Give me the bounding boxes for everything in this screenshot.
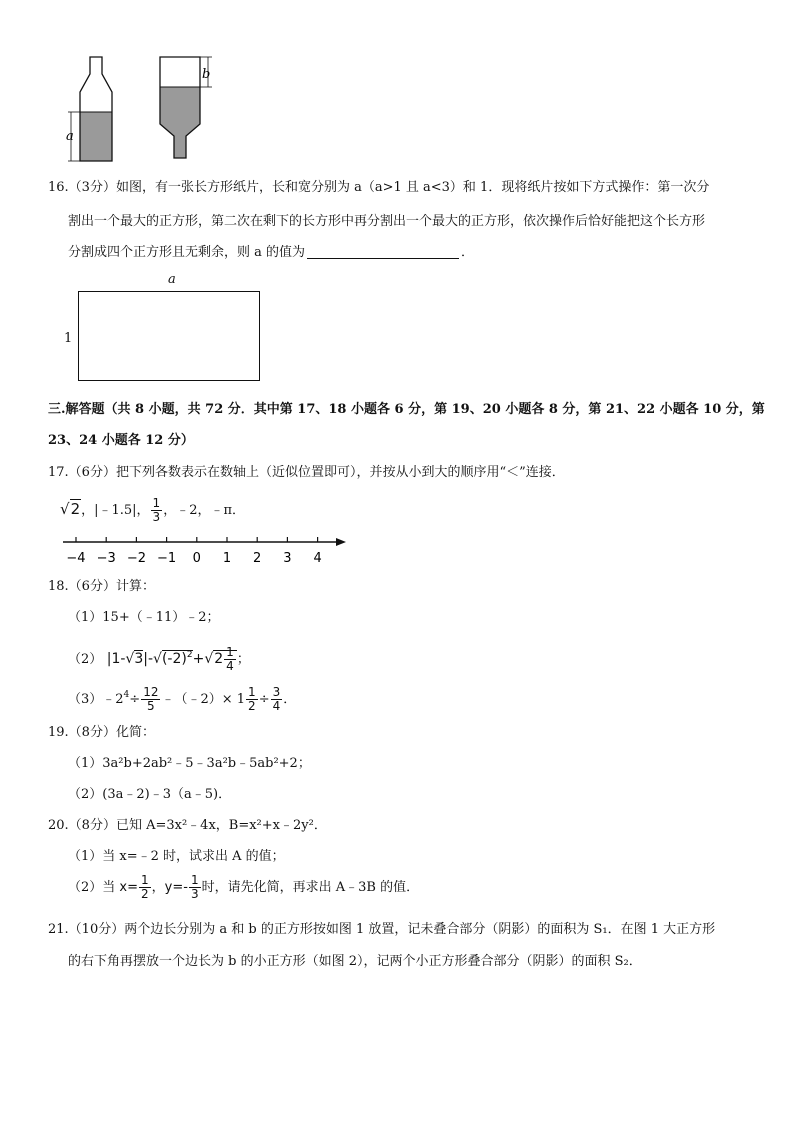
q18-p3-label: （3）﹣2 [68, 692, 124, 707]
q18-p3-div2: ÷ [258, 692, 270, 707]
q18-p2-a: |1- [106, 651, 126, 667]
q16-line1: 16.（3分）如图，有一张长方形纸片，长和宽分别为 a（a>1 且 a<3）和 1．现将纸片按如下方式操作：第一次分 [48, 180, 710, 195]
q17-stem: 17.（6分）把下列各数表示在数轴上（近似位置即可），并按从小到大的顺序用“＜”连接． [48, 465, 565, 480]
q18-p3-frac3: $\frac{3}{4}$ [272, 685, 281, 713]
q18-p2-radicand: $(-2)^2$ [161, 650, 193, 667]
q20-part2 [68, 872, 419, 904]
q18-p2-end: ； [236, 652, 250, 667]
axis-tick-label: −2 [126, 551, 146, 566]
q18-part1: （1）15+（﹣11）﹣2； [68, 610, 220, 625]
rectangle-figure [78, 291, 260, 381]
q18-p3-mid: ﹣（﹣2）× 1 [161, 692, 246, 707]
q18-p3-div: ÷ [129, 692, 141, 707]
q20-part1: （1）当 x=﹣2 时，试求出 A 的值； [68, 849, 285, 864]
q19-part1: （1）3a²b+2ab²﹣5﹣3a²b﹣5ab²+2； [68, 756, 311, 771]
q20-stem: 20.（8分）已知 A=3x²﹣4x，B=x²+x﹣2y²． [48, 818, 327, 833]
q18-p2-sqrt3: 3 [134, 651, 144, 667]
q20-p2-y: y=- [164, 880, 188, 895]
q18-p2-label: （2） [68, 652, 103, 667]
bottle-figure [60, 52, 220, 167]
q20-p2-yfrac: $\frac{1}{3}$ [190, 873, 199, 901]
q18-p2-plus: + [192, 651, 205, 667]
section3-heading-line1: 三.解答题（共 8 小题，共 72 分．其中第 17、18 小题各 6 分，第 19、20 小题各 8 分，第 21、22 小题各 10 分，第 [48, 402, 765, 417]
axis-tick-label: 1 [222, 551, 232, 566]
axis-tick-label: 3 [283, 551, 292, 566]
q18-p3-end: ． [283, 692, 297, 707]
q17-numbers [60, 494, 245, 524]
label-a-bottle: a [66, 129, 74, 144]
q18-p2-b: |- [143, 651, 154, 667]
q18-p3-frac1: $\frac{12}{5}$ [143, 685, 159, 713]
axis-tick-label: 0 [192, 551, 201, 566]
q18-p3-frac2: $\frac{1}{2}$ [248, 685, 256, 713]
section3-heading-line2: 23、24 小题各 12 分） [48, 433, 194, 448]
q16-line3 [68, 244, 474, 262]
q21-line2: 的右下角再摆放一个边长为 b 的小正方形（如图 2），记两个小正方形叠合部分（阴影）的面积 S₂． [68, 954, 642, 969]
q20-p2-xfrac: $\frac{1}{2}$ [141, 873, 149, 901]
answer-blank [307, 244, 459, 259]
axis-tick-label: −1 [157, 551, 177, 566]
q20-p2-pre: （2）当 [68, 880, 116, 895]
q16-line2: 割出一个最大的正方形，第二次在剩下的长方形中再分割出一个最大的正方形，依次操作后恰好能把这个长方形 [68, 214, 706, 229]
q21-line1: 21.（10分）两个边长分别为 a 和 b 的正方形按如图 1 放置，记未叠合部分（阴影）的面积为 S₁．在图 1 大正方形 [48, 922, 716, 937]
q20-p2-x: x= [119, 880, 139, 895]
q16-line3-end: ． [461, 245, 475, 260]
rect-label-1: 1 [64, 331, 73, 346]
q18-part3 [68, 679, 296, 711]
q18-p2-mixed: 2 $\frac{1}{4}$ [213, 650, 237, 667]
q18-part2: （2） $|1-√3|-√(-2)^2+√2$ $\frac{1}{4}$ ； [68, 644, 250, 673]
q16-line3-text: 分割成四个正方形且无剩余，则 a 的值为 [68, 245, 306, 260]
number-line [60, 532, 350, 568]
fraction-one-third: $\frac{1}{3}$ [152, 496, 161, 524]
q20-p2-sep: ， [151, 880, 165, 895]
axis-tick-label: −3 [96, 551, 116, 566]
q19-part2: （2）(3a﹣2)﹣3（a﹣5)． [68, 787, 232, 802]
axis-tick-label: −4 [66, 551, 86, 566]
q17-nums-b: ，﹣2，﹣π． [163, 503, 246, 518]
axis-tick-label: 4 [313, 551, 322, 566]
q18-p3-exp: 4 [123, 690, 130, 700]
rect-label-a: a [168, 272, 176, 287]
left-bottle [68, 57, 112, 161]
sqrt2: √2 [60, 500, 81, 518]
q19-stem: 19.（8分）化简： [48, 725, 155, 740]
q18-stem: 18.（6分）计算： [48, 579, 155, 594]
axis-tick-label: 2 [253, 551, 262, 566]
q17-nums-a: ，|﹣1.5|， [81, 503, 150, 518]
label-b-bottle: b [202, 67, 211, 82]
q20-p2-post: 时，请先化简，再求出 A﹣3B 的值． [201, 880, 420, 895]
